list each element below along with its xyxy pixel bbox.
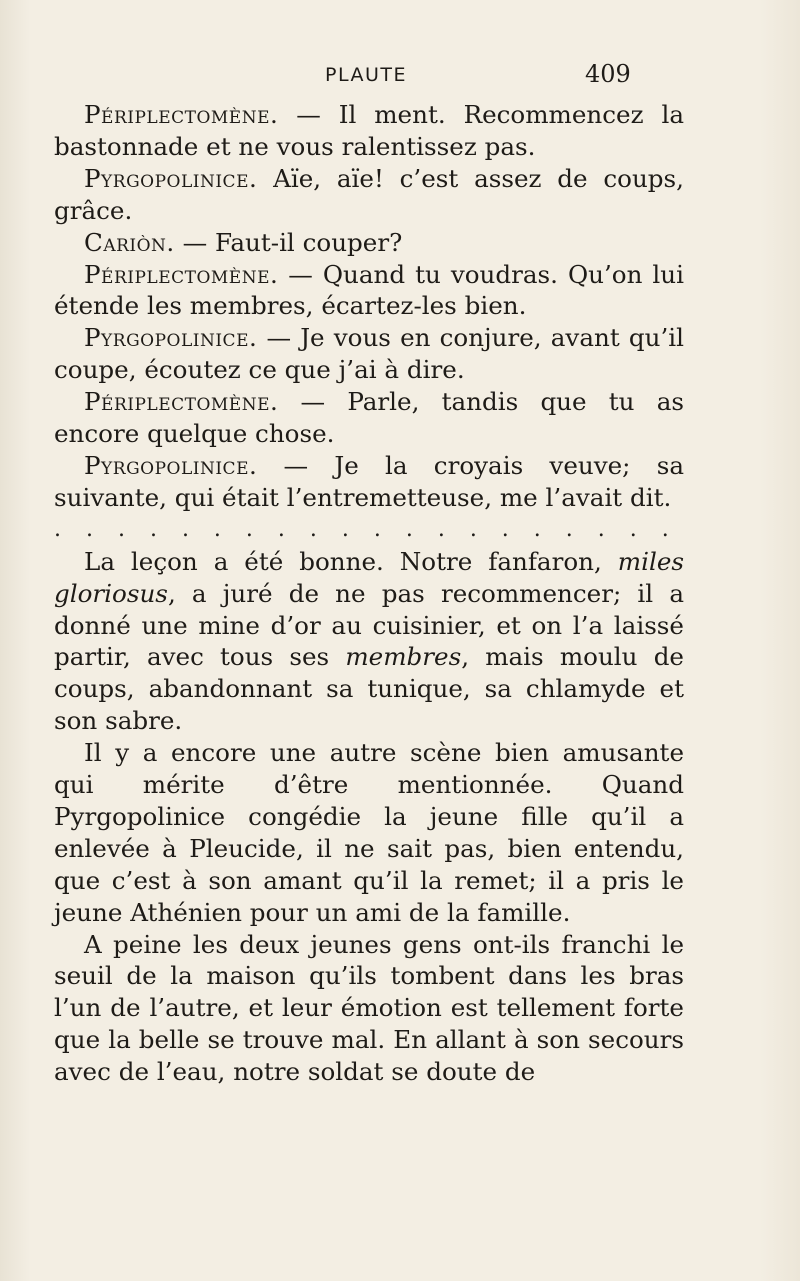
dialogue-text: — Quand tu voudras. Qu’on lui étende les membres, écartez-les bien. (54, 259, 684, 321)
ellipsis-separator: . . . . . . . . . . . . . . . . . . . . (54, 516, 678, 542)
dialogue-line (54, 163, 684, 227)
speaker-name: Pyrgopolinice. (84, 450, 258, 480)
dialogue-line (54, 259, 684, 323)
paragraph-text: , mais moulu de coups, abandonnant sa tunique, sa chlamyde et son sabre. (54, 642, 684, 736)
speaker-name: Périplectomène. (84, 387, 279, 417)
dialogue-text: — Parle, tandis que tu as encore quelque chose. (54, 387, 684, 449)
speaker-name: Cariòn. (84, 227, 175, 257)
speaker-name: Périplectomène. (84, 259, 279, 289)
paragraph-text: , a juré de ne pas recommencer; il a donné une mine d’or au cuisinier, et on l’a laissé partir, avec tous ses (54, 578, 684, 672)
paragraph: Il y a encore une autre scène bien amusante qui mérite d’être mentionnée. Quand Pyrgopolinice congédie la jeune fille qu’il a enlevée à Pleucide, il ne sait pas, bien entendu, que c’est à son amant qu’il la remet; il a pris le jeune Athénien pour un ami de la famille. (54, 738, 684, 927)
dialogue-text: — Faut-il couper? (174, 227, 403, 257)
italic-text: membres (345, 642, 462, 672)
page-number: 409 (585, 60, 631, 88)
italic-text: miles gloriosus (54, 546, 684, 608)
dialogue-text: — Il ment. Recommencez la bastonnade et ne vous ralentissez pas. (54, 100, 684, 161)
speaker-name: Pyrgopolinice. (84, 163, 258, 193)
dialogue-line (54, 99, 684, 163)
dialogue-text: Aïe, aïe! c’est assez de coups, grâce. (54, 163, 684, 225)
paragraph-text: La leçon a été bonne. Notre fanfaron, (84, 546, 618, 576)
dialogue-text: — Je la croyais veuve; sa suivante, qui était l’entremetteuse, me l’avait dit. (54, 450, 684, 512)
running-title: PLAUTE (325, 64, 407, 86)
dialogue-line (54, 450, 684, 514)
dialogue-line (54, 227, 684, 259)
speaker-name: Périplectomène. (84, 100, 279, 129)
paragraph (54, 546, 684, 737)
dialogue-text: — Je vous en conjure, avant qu’il coupe, écoutez ce que j’ai à dire. (54, 323, 684, 385)
dialogue-line (54, 386, 684, 450)
paragraph: A peine les deux jeunes gens ont-ils franchi le seuil de la maison qu’ils tombent dans les bras l’un de l’autre, et leur émotion est tellement forte que la belle se trouve mal. En allant à son secours avec de l’eau, notre soldat se doute de (54, 929, 684, 1087)
body-text (54, 99, 684, 1088)
page-header (0, 60, 800, 100)
dialogue-line (54, 322, 684, 386)
speaker-name: Pyrgopolinice. (84, 323, 258, 353)
